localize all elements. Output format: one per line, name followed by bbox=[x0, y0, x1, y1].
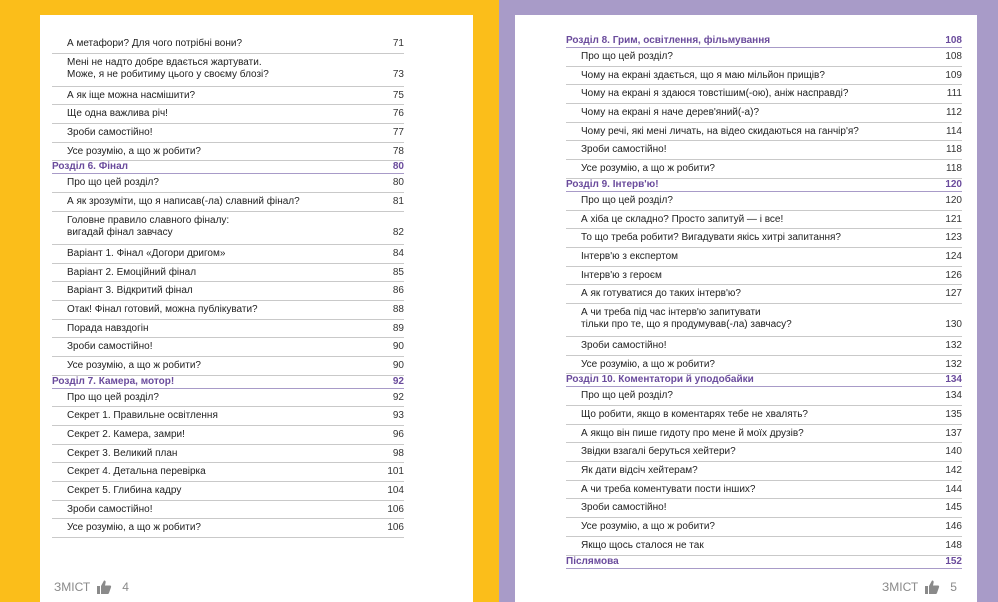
right-page bbox=[515, 15, 977, 602]
toc-page-number: 80 bbox=[392, 177, 404, 189]
toc-entry-title: Про що цей розділ? bbox=[581, 390, 673, 402]
toc-entry bbox=[566, 141, 962, 160]
toc-page-number: 108 bbox=[945, 35, 962, 46]
toc-entry-title: Інтерв'ю з експертом bbox=[581, 250, 679, 262]
toc-entry bbox=[52, 501, 404, 520]
toc-entry bbox=[52, 389, 404, 408]
toc-page-number: 134 bbox=[945, 390, 962, 402]
toc-entry bbox=[52, 338, 404, 357]
toc-page-number: 126 bbox=[945, 269, 962, 281]
toc-entry-title: А якщо він пише гидоту про мене й моїх друзів? bbox=[581, 427, 804, 439]
toc-page-number: 120 bbox=[945, 178, 962, 190]
toc-entry-title: Секрет 3. Великий план bbox=[67, 447, 178, 459]
toc-entry-title: Про що цей розділ? bbox=[67, 177, 159, 189]
toc-entry-title: Зроби самостійно! bbox=[581, 339, 667, 351]
toc-entry bbox=[566, 499, 962, 518]
toc-entry-title: Секрет 2. Камера, замри! bbox=[67, 429, 185, 440]
toc-entry bbox=[566, 518, 962, 537]
toc-page-number: 81 bbox=[392, 196, 404, 208]
toc-page-number: 146 bbox=[945, 521, 962, 533]
table-of-contents-left bbox=[40, 35, 404, 538]
toc-entry bbox=[52, 407, 404, 426]
thumbs-up-icon bbox=[96, 579, 112, 595]
toc-entry bbox=[566, 229, 962, 248]
toc-entry bbox=[566, 356, 962, 375]
toc-entry bbox=[566, 304, 962, 337]
toc-entry-title: А хіба це складно? Просто запитуй — і все! bbox=[581, 213, 784, 225]
toc-entry-title: Усе розумію, а що ж робити? bbox=[581, 358, 715, 370]
toc-entry bbox=[566, 406, 962, 425]
footer-label: ЗМІСТ bbox=[882, 580, 919, 594]
toc-entry-title: Зроби самостійно! bbox=[67, 127, 153, 139]
toc-entry bbox=[52, 482, 404, 501]
toc-entry-title: А як іще можна насмішити? bbox=[67, 89, 196, 101]
toc-entry bbox=[566, 48, 962, 67]
toc-page-number: 86 bbox=[392, 285, 404, 297]
toc-entry bbox=[52, 124, 404, 143]
toc-page-number: 88 bbox=[392, 303, 404, 315]
toc-entry-title: Усе розумію, а що ж робити? bbox=[67, 522, 201, 534]
toc-entry-title: Розділ 7. Камера, мотор! bbox=[52, 375, 175, 387]
toc-section-heading bbox=[566, 35, 962, 48]
toc-page-number: 148 bbox=[945, 539, 962, 551]
toc-entry bbox=[566, 267, 962, 286]
toc-page-number: 118 bbox=[946, 144, 962, 156]
toc-entry bbox=[566, 481, 962, 500]
toc-section-heading bbox=[52, 161, 404, 174]
toc-entry-title: Зроби самостійно! bbox=[67, 341, 153, 353]
toc-entry-title: Усе розумію, а що ж робити? bbox=[581, 521, 715, 533]
page-number: 4 bbox=[122, 580, 129, 594]
toc-page-number: 85 bbox=[392, 266, 404, 278]
toc-entry-title: А чи треба під час інтерв'ю запитувати тільки про те, що я продумував(-ла) завчасу? bbox=[581, 306, 792, 330]
toc-page-number: 82 bbox=[392, 226, 404, 238]
toc-page-number: 92 bbox=[392, 391, 404, 403]
toc-entry-title: А чи треба коментувати пости інших? bbox=[581, 483, 756, 495]
toc-entry bbox=[566, 85, 962, 104]
toc-page-number: 78 bbox=[392, 145, 404, 157]
toc-entry-title: А метафори? Для чого потрібні вони? bbox=[67, 38, 242, 49]
toc-page-number: 130 bbox=[945, 318, 962, 330]
toc-page-number: 93 bbox=[392, 410, 404, 422]
toc-entry bbox=[566, 425, 962, 444]
toc-page-number: 145 bbox=[945, 502, 962, 514]
toc-entry bbox=[52, 426, 404, 445]
toc-page-number: 142 bbox=[945, 465, 962, 477]
toc-entry bbox=[566, 123, 962, 142]
toc-page-number: 96 bbox=[392, 429, 404, 440]
toc-entry-title: Варіант 2. Емоційний фінал bbox=[67, 266, 197, 278]
toc-page-number: 121 bbox=[945, 213, 962, 225]
toc-page-number: 127 bbox=[945, 288, 962, 300]
toc-entry-title: Зроби самостійно! bbox=[581, 144, 667, 156]
toc-entry bbox=[566, 192, 962, 211]
page-number: 5 bbox=[950, 580, 957, 594]
toc-section-heading bbox=[566, 179, 962, 192]
toc-entry bbox=[566, 211, 962, 230]
toc-entry-title: Чому на екрані здається, що я маю мільйон прищів? bbox=[581, 69, 825, 81]
toc-page-number: 132 bbox=[945, 339, 962, 351]
toc-entry bbox=[52, 212, 404, 245]
toc-entry bbox=[566, 160, 962, 179]
toc-page-number: 123 bbox=[945, 232, 962, 244]
toc-page-number: 71 bbox=[392, 38, 404, 49]
toc-page-number: 106 bbox=[387, 522, 404, 534]
toc-entry bbox=[52, 320, 404, 339]
toc-page-number: 124 bbox=[945, 250, 962, 262]
toc-entry bbox=[52, 105, 404, 124]
toc-page-number: 90 bbox=[392, 341, 404, 353]
footer-label: ЗМІСТ bbox=[54, 580, 91, 594]
toc-entry-title: Інтерв'ю з героєм bbox=[581, 269, 662, 281]
toc-entry-title: Чому на екрані я наче дерев'яний(-а)? bbox=[581, 107, 760, 119]
toc-entry-title: Секрет 5. Глибина кадру bbox=[67, 485, 182, 497]
toc-entry-title: А як готуватися до таких інтерв'ю? bbox=[581, 288, 741, 300]
toc-entry-title: Секрет 4. Детальна перевірка bbox=[67, 466, 206, 478]
toc-page-number: 111 bbox=[946, 88, 962, 100]
toc-entry bbox=[566, 248, 962, 267]
toc-entry bbox=[566, 462, 962, 481]
toc-entry bbox=[52, 245, 404, 264]
toc-entry bbox=[52, 87, 404, 106]
toc-entry bbox=[566, 387, 962, 406]
toc-entry-title: Якщо щось сталося не так bbox=[581, 539, 704, 551]
toc-section-heading bbox=[566, 374, 962, 387]
toc-page-number: 76 bbox=[392, 108, 404, 120]
toc-page-number: 112 bbox=[946, 107, 962, 119]
toc-entry bbox=[566, 537, 962, 556]
toc-entry bbox=[52, 519, 404, 538]
toc-entry-title: Розділ 8. Грим, освітлення, фільмування bbox=[566, 35, 771, 46]
toc-page-number: 140 bbox=[945, 446, 962, 458]
toc-page-number: 144 bbox=[945, 483, 962, 495]
toc-entry-title: Що робити, якщо в коментарях тебе не хвалять? bbox=[581, 409, 808, 420]
toc-entry-title: Порада навздогін bbox=[67, 322, 149, 334]
toc-page-number: 80 bbox=[392, 161, 404, 173]
toc-page-number: 132 bbox=[945, 358, 962, 370]
toc-entry-title: Ще одна важлива річ! bbox=[67, 108, 168, 120]
toc-page-number: 92 bbox=[392, 375, 404, 387]
toc-entry bbox=[52, 143, 404, 162]
toc-entry bbox=[52, 35, 404, 54]
toc-page-number: 108 bbox=[945, 51, 962, 62]
toc-page-number: 134 bbox=[945, 374, 962, 386]
toc-entry-title: Розділ 9. Інтерв'ю! bbox=[566, 178, 659, 190]
page-footer-right bbox=[882, 579, 957, 595]
toc-entry bbox=[566, 285, 962, 304]
toc-entry-title: Зроби самостійно! bbox=[67, 503, 153, 515]
toc-page-number: 114 bbox=[946, 125, 962, 137]
toc-entry bbox=[566, 443, 962, 462]
left-page bbox=[40, 15, 473, 602]
toc-page-number: 84 bbox=[392, 247, 404, 259]
toc-entry bbox=[52, 193, 404, 212]
toc-entry bbox=[566, 337, 962, 356]
toc-page-number: 101 bbox=[387, 466, 404, 478]
toc-entry bbox=[52, 463, 404, 482]
table-of-contents-right bbox=[515, 35, 962, 569]
toc-page-number: 98 bbox=[392, 447, 404, 459]
toc-page-number: 77 bbox=[392, 127, 404, 139]
toc-page-number: 118 bbox=[946, 163, 962, 175]
toc-entry-title: Секрет 1. Правильне освітлення bbox=[67, 410, 218, 422]
toc-page-number: 120 bbox=[945, 194, 962, 206]
toc-entry bbox=[52, 445, 404, 464]
toc-page-number: 106 bbox=[387, 503, 404, 515]
toc-entry-title: Усе розумію, а що ж робити? bbox=[581, 163, 715, 175]
toc-entry-title: Чому на екрані я здаюся товстішим(-ою), аніж насправді? bbox=[581, 88, 849, 100]
toc-entry-title: Отак! Фінал готовий, можна публікувати? bbox=[67, 303, 258, 315]
toc-entry-title: Про що цей розділ? bbox=[67, 391, 159, 403]
toc-entry-title: Усе розумію, а що ж робити? bbox=[67, 145, 201, 157]
toc-entry-title: Чому речі, які мені личать, на відео скидаються на ганчір'я? bbox=[581, 125, 859, 137]
toc-entry bbox=[52, 282, 404, 301]
toc-entry bbox=[52, 54, 404, 87]
toc-entry bbox=[566, 67, 962, 86]
toc-page-number: 90 bbox=[392, 359, 404, 371]
toc-entry-title: Як дати відсіч хейтерам? bbox=[581, 465, 698, 477]
toc-entry-title: Звідки взагалі беруться хейтери? bbox=[581, 446, 736, 458]
toc-entry-title: Розділ 6. Фінал bbox=[52, 161, 129, 173]
toc-entry bbox=[566, 104, 962, 123]
toc-page-number: 104 bbox=[387, 485, 404, 497]
toc-page-number: 75 bbox=[392, 89, 404, 101]
toc-entry bbox=[52, 264, 404, 283]
toc-section-heading bbox=[52, 376, 404, 389]
toc-page-number: 109 bbox=[945, 69, 962, 81]
toc-page-number: 152 bbox=[945, 555, 962, 567]
toc-entry-title: Головне правило славного фіналу: вигадай фінал завчасу bbox=[67, 214, 230, 238]
toc-page-number: 137 bbox=[945, 427, 962, 439]
toc-entry bbox=[52, 357, 404, 376]
thumbs-up-icon bbox=[924, 579, 940, 595]
toc-entry-title: А як зрозуміти, що я написав(-ла) славний фінал? bbox=[67, 196, 300, 208]
toc-page-number: 135 bbox=[945, 409, 962, 420]
page-footer-left bbox=[54, 579, 129, 595]
toc-entry-title: Зроби самостійно! bbox=[581, 502, 667, 514]
toc-entry-title: Про що цей розділ? bbox=[581, 51, 673, 62]
toc-section-heading bbox=[566, 556, 962, 569]
toc-entry-title: Про що цей розділ? bbox=[581, 194, 673, 206]
toc-entry-title: Усе розумію, а що ж робити? bbox=[67, 359, 201, 371]
toc-entry bbox=[52, 301, 404, 320]
toc-entry bbox=[52, 174, 404, 193]
toc-entry-title: То що треба робити? Вигадувати якісь хитрі запитання? bbox=[581, 232, 841, 244]
toc-entry-title: Варіант 3. Відкритий фінал bbox=[67, 285, 193, 297]
toc-entry-title: Мені не надто добре вдається жартувати. Може, я не робитиму цього у своєму блозі? bbox=[67, 56, 269, 80]
toc-entry-title: Післямова bbox=[566, 555, 619, 567]
toc-entry-title: Варіант 1. Фінал «Догори дригом» bbox=[67, 247, 226, 259]
toc-entry-title: Розділ 10. Коментатори й уподобайки bbox=[566, 374, 754, 386]
toc-page-number: 89 bbox=[392, 322, 404, 334]
toc-page-number: 73 bbox=[392, 68, 404, 80]
